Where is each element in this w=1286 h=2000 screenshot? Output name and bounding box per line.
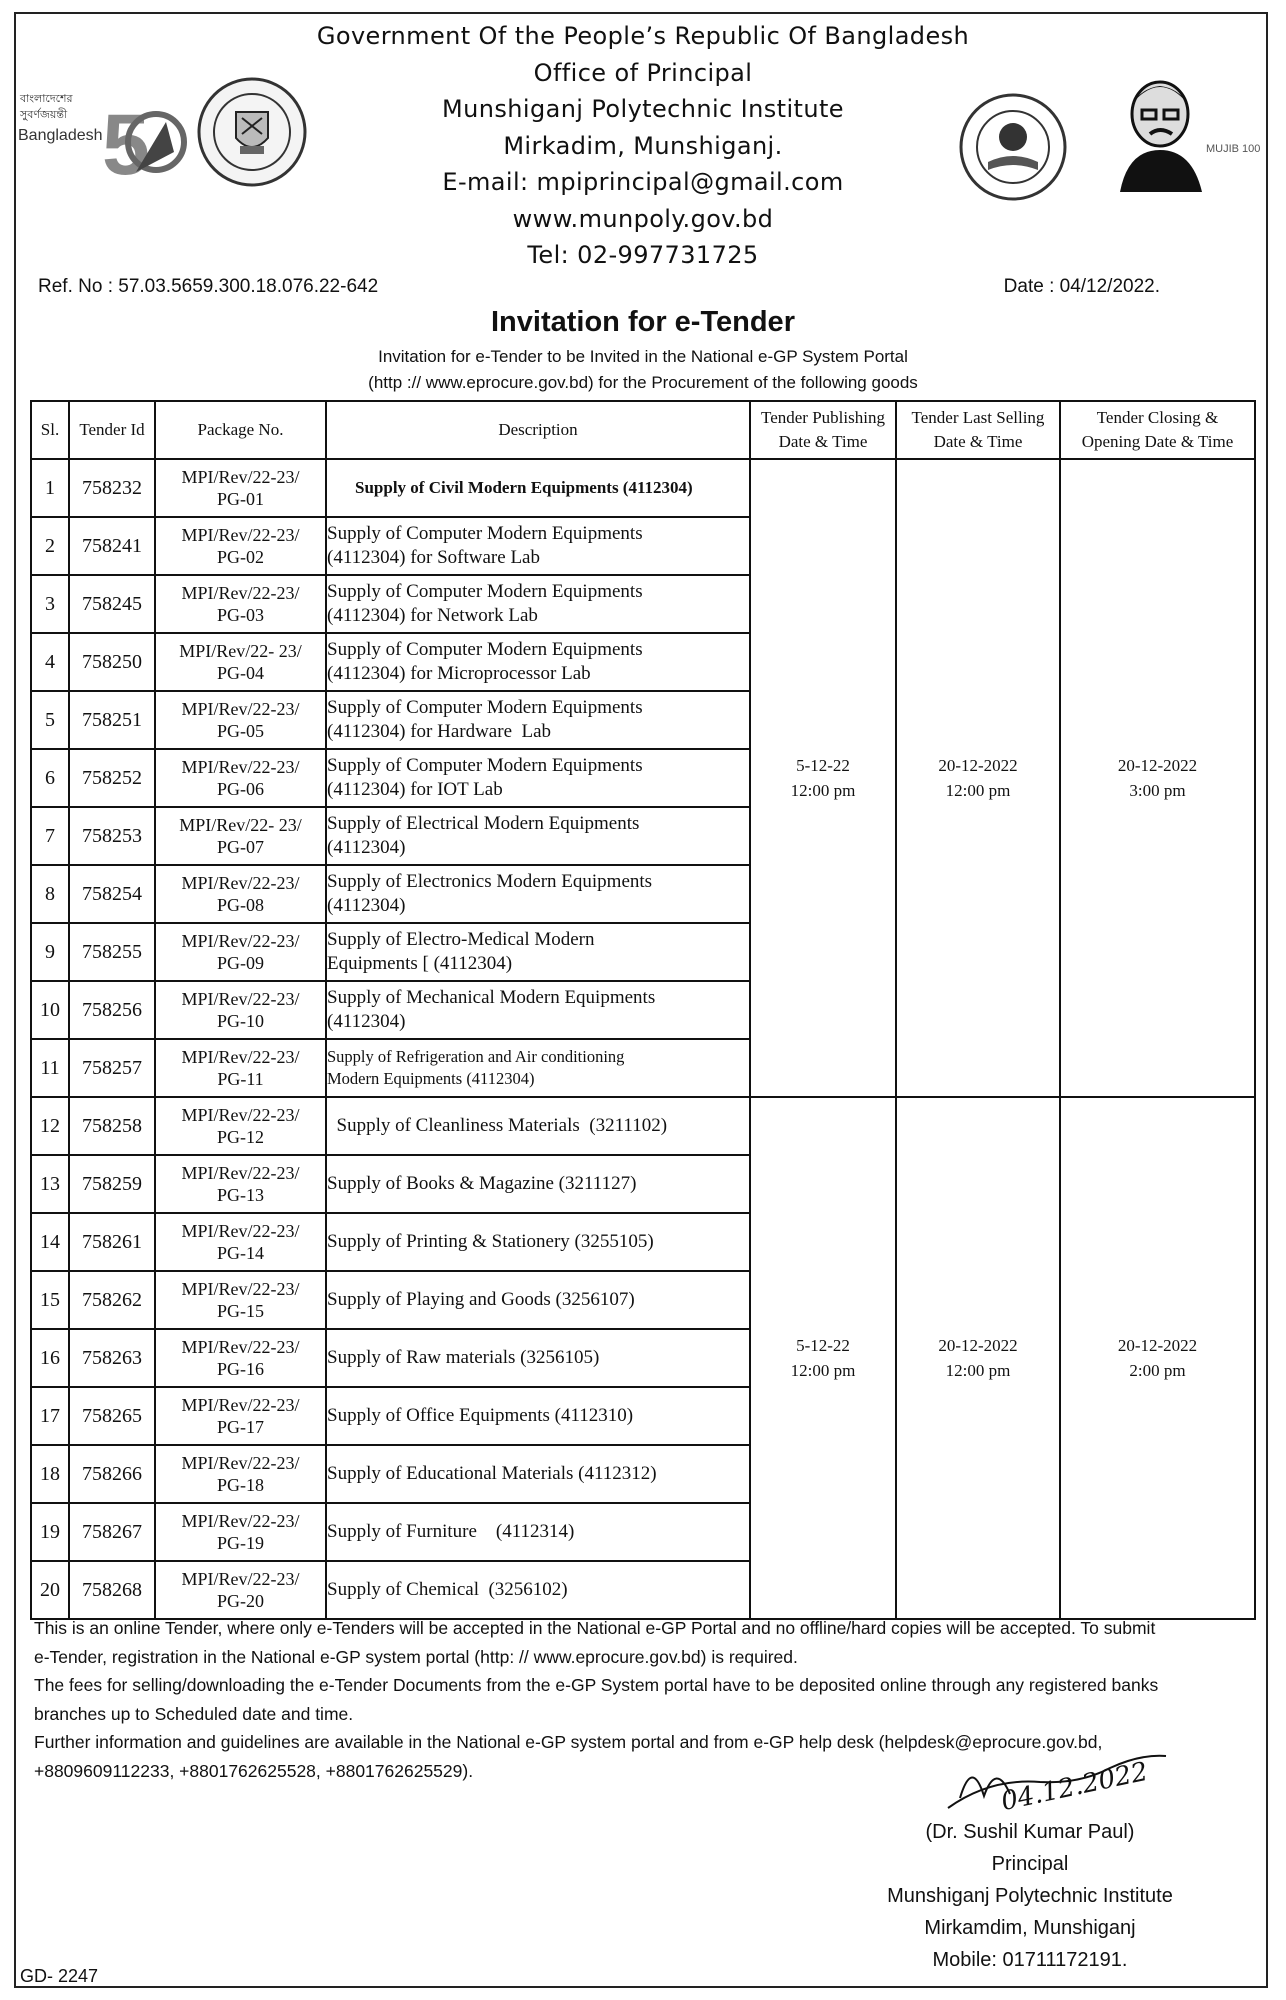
cell-closing xyxy=(1060,459,1255,1097)
cell-tender-id xyxy=(69,1445,155,1503)
package-line-1: MPI/Rev/22-23/ xyxy=(181,931,300,951)
description-line-1: Supply of Electrical Modern Equipments xyxy=(327,813,640,834)
note-line: This is an online Tender, where only e-Tenders will be accepted in the National e-GP Portal and no offline/hard copies will be accepted. To submit xyxy=(34,1618,1156,1638)
package-line-1: MPI/Rev/22- 23/ xyxy=(179,641,302,661)
description-line-1: Supply of Computer Modern Equipments xyxy=(327,639,643,660)
cell-sl xyxy=(31,1097,69,1155)
cell-sl xyxy=(31,459,69,517)
cell-description xyxy=(326,1503,750,1561)
handwritten-signature xyxy=(930,1738,1190,1828)
description-line-1: Supply of Raw materials (3256105) xyxy=(327,1347,600,1368)
logo-50-label: Bangladesh xyxy=(18,127,103,144)
table-row xyxy=(31,459,1255,517)
cell-description xyxy=(326,1329,750,1387)
cell-tender-id xyxy=(69,1271,155,1329)
description-line-2: (4112304) for Software Lab xyxy=(327,547,540,568)
subtitle-line-2: (http :// www.eprocure.gov.bd) for the Procurement of the following goods xyxy=(368,373,918,392)
time-value: 2:00 pm xyxy=(1129,1361,1186,1380)
cell-package xyxy=(155,1561,326,1619)
package-line-1: MPI/Rev/22-23/ xyxy=(181,1395,300,1415)
subtitle-line-1: Invitation for e-Tender to be Invited in the National e-GP System Portal xyxy=(378,347,908,366)
description-line-1: Supply of Educational Materials (4112312) xyxy=(327,1463,657,1484)
header-publishing-line-2: Date & Time xyxy=(778,432,868,451)
cell-package xyxy=(155,923,326,981)
cell-tender-id xyxy=(69,1039,155,1097)
cell-tender-id xyxy=(69,459,155,517)
cell-package xyxy=(155,865,326,923)
cell-description xyxy=(326,575,750,633)
tender-id-value: 758250 xyxy=(82,650,142,673)
date-value: 20-12-2022 xyxy=(938,1336,1018,1355)
cell-package xyxy=(155,749,326,807)
header-address: Mirkadim, Munshiganj. xyxy=(503,131,783,160)
package-line-1: MPI/Rev/22-23/ xyxy=(181,1221,300,1241)
cell-tender-id xyxy=(69,1503,155,1561)
svg-text:সুবর্ণজয়ন্তী: সুবর্ণজয়ন্তী xyxy=(20,108,68,121)
sl-value: 18 xyxy=(40,1462,60,1485)
package-line-1: MPI/Rev/22-23/ xyxy=(181,989,300,1009)
note-line: branches up to Scheduled date and time. xyxy=(34,1703,354,1724)
header-closing xyxy=(1060,401,1255,459)
description-line-1: Supply of Computer Modern Equipments xyxy=(327,697,643,718)
description-line-2: (4112304) xyxy=(327,1011,406,1032)
cell-tender-id xyxy=(69,865,155,923)
signatory-mobile: Mobile: 01711172191. xyxy=(932,1949,1128,1971)
package-line-1: MPI/Rev/22-23/ xyxy=(181,757,300,777)
cell-sl xyxy=(31,1445,69,1503)
header-selling-line-2: Date & Time xyxy=(933,432,1023,451)
cell-selling xyxy=(896,459,1060,1097)
header-description: Description xyxy=(326,401,750,459)
description-line-1: Supply of Playing and Goods (3256107) xyxy=(327,1289,635,1310)
sl-value: 10 xyxy=(40,998,60,1021)
description-line-1: Supply of Electro-Medical Modern xyxy=(327,929,595,950)
cell-description xyxy=(326,1097,750,1155)
cell-description xyxy=(326,1387,750,1445)
tender-id-value: 758261 xyxy=(82,1230,142,1253)
cell-sl xyxy=(31,1155,69,1213)
sl-value: 14 xyxy=(40,1230,60,1253)
tender-id-value: 758256 xyxy=(82,998,142,1021)
time-value: 3:00 pm xyxy=(1129,781,1186,800)
letterhead xyxy=(0,18,1286,274)
sl-value: 19 xyxy=(40,1520,60,1543)
tender-id-value: 758251 xyxy=(82,708,142,731)
package-line-2: PG-07 xyxy=(216,837,264,857)
cell-package xyxy=(155,691,326,749)
cell-tender-id xyxy=(69,1097,155,1155)
time-value: 12:00 pm xyxy=(945,781,1011,800)
sl-value: 17 xyxy=(40,1404,60,1427)
cell-sl xyxy=(31,1561,69,1619)
description-line-1: Supply of Computer Modern Equipments xyxy=(327,755,643,776)
time-value: 12:00 pm xyxy=(790,1361,856,1380)
cell-description xyxy=(326,459,750,517)
description-line-2: (4112304) xyxy=(327,895,406,916)
package-line-2: PG-16 xyxy=(216,1359,264,1379)
cell-sl xyxy=(31,865,69,923)
description-line-1: Supply of Mechanical Modern Equipments xyxy=(327,987,656,1008)
cell-package xyxy=(155,1213,326,1271)
tender-id-value: 758265 xyxy=(82,1404,142,1427)
header-email: E-mail: mpiprincipal@gmail.com xyxy=(442,168,844,196)
package-line-1: MPI/Rev/22-23/ xyxy=(181,583,300,603)
cell-package xyxy=(155,1329,326,1387)
svg-text:04.12.2022: 04.12.2022 xyxy=(998,1756,1151,1818)
package-line-2: PG-15 xyxy=(216,1301,264,1321)
description-line-1: Supply of Office Equipments (4112310) xyxy=(327,1405,634,1426)
cell-description xyxy=(326,1155,750,1213)
cell-tender-id xyxy=(69,575,155,633)
note-line: The fees for selling/downloading the e-Tender Documents from the e-GP System portal have to be deposited online through any registered banks xyxy=(34,1675,1159,1695)
cell-sl xyxy=(31,517,69,575)
cell-package xyxy=(155,1097,326,1155)
cell-package xyxy=(155,459,326,517)
cell-package xyxy=(155,575,326,633)
header-government: Government Of the People’s Republic Of Bangladesh xyxy=(316,22,970,50)
cell-sl xyxy=(31,1329,69,1387)
cell-sl xyxy=(31,691,69,749)
package-line-2: PG-10 xyxy=(216,1011,264,1031)
package-line-2: PG-14 xyxy=(216,1243,264,1263)
sl-value: 13 xyxy=(40,1172,60,1195)
cell-tender-id xyxy=(69,981,155,1039)
reference-number: Ref. No : 57.03.5659.300.18.076.22-642 xyxy=(38,276,379,297)
tender-id-value: 758267 xyxy=(82,1520,142,1543)
package-line-1: MPI/Rev/22-23/ xyxy=(181,1279,300,1299)
cell-package xyxy=(155,517,326,575)
cell-tender-id xyxy=(69,1213,155,1271)
svg-text:বাংলাদেশের: বাংলাদেশের xyxy=(20,92,73,105)
sl-value: 6 xyxy=(45,766,55,789)
header-institute: Munshiganj Polytechnic Institute xyxy=(442,95,844,123)
cell-publishing xyxy=(750,1097,896,1619)
cell-description xyxy=(326,691,750,749)
tender-id-value: 758259 xyxy=(82,1172,142,1195)
cell-sl xyxy=(31,1503,69,1561)
package-line-2: PG-01 xyxy=(216,489,264,509)
svg-text:5: 5 xyxy=(102,97,150,193)
date-value: 20-12-2022 xyxy=(1117,1336,1198,1355)
description-line-2: (4112304) for Network Lab xyxy=(327,605,538,626)
cell-tender-id xyxy=(69,1329,155,1387)
package-line-1: MPI/Rev/22-23/ xyxy=(181,1047,300,1067)
header-selling xyxy=(896,401,1060,459)
package-line-1: MPI/Rev/22-23/ xyxy=(181,1453,300,1473)
description-line-1: Supply of Civil Modern Equipments (4112304) xyxy=(355,478,693,497)
cell-closing xyxy=(1060,1097,1255,1619)
sl-value: 16 xyxy=(40,1346,60,1369)
package-line-1: MPI/Rev/22-23/ xyxy=(181,467,300,487)
time-value: 12:00 pm xyxy=(790,781,856,800)
cell-tender-id xyxy=(69,749,155,807)
header-publishing xyxy=(750,401,896,459)
package-line-2: PG-05 xyxy=(216,721,264,741)
package-line-1: MPI/Rev/22-23/ xyxy=(181,1511,300,1531)
header-website: www.munpoly.gov.bd xyxy=(512,204,774,233)
signatory-name: (Dr. Sushil Kumar Paul) xyxy=(925,1821,1135,1843)
package-line-2: PG-20 xyxy=(216,1591,264,1611)
cell-description xyxy=(326,1213,750,1271)
tender-id-value: 758255 xyxy=(82,940,142,963)
sl-value: 15 xyxy=(40,1288,60,1311)
sl-value: 8 xyxy=(45,882,55,905)
cell-package xyxy=(155,981,326,1039)
cell-sl xyxy=(31,633,69,691)
table-header-row xyxy=(31,401,1255,459)
tender-table xyxy=(30,400,1256,1620)
description-line-1: Supply of Electronics Modern Equipments xyxy=(327,871,653,892)
package-line-2: PG-09 xyxy=(216,953,264,973)
description-line-2: Equipments [ (4112304) xyxy=(327,953,513,974)
footer-code: GD- 2247 xyxy=(20,1966,99,1986)
package-line-1: MPI/Rev/22-23/ xyxy=(181,1337,300,1357)
package-line-2: PG-04 xyxy=(216,663,264,683)
sl-value: 9 xyxy=(45,940,55,963)
cell-package xyxy=(155,1039,326,1097)
header-package: Package No. xyxy=(155,401,326,459)
description-line-1: Supply of Printing & Stationery (3255105) xyxy=(327,1231,654,1252)
cell-description xyxy=(326,749,750,807)
cell-description xyxy=(326,633,750,691)
description-line-1: Supply of Books & Magazine (3211127) xyxy=(327,1173,637,1194)
table-row xyxy=(31,1097,1255,1155)
tender-id-value: 758263 xyxy=(82,1346,142,1369)
cell-description xyxy=(326,865,750,923)
date-value: 20-12-2022 xyxy=(1117,756,1198,775)
issue-date: Date : 04/12/2022. xyxy=(1003,276,1160,297)
tender-id-value: 758245 xyxy=(82,592,142,615)
header-closing-line-2: Opening Date & Time xyxy=(1081,432,1234,451)
cell-sl xyxy=(31,1213,69,1271)
header-closing-line-1: Tender Closing & xyxy=(1096,408,1219,427)
header-publishing-line-1: Tender Publishing xyxy=(761,408,885,427)
cell-description xyxy=(326,981,750,1039)
description-line-2: (4112304) for Hardware Lab xyxy=(327,721,552,742)
package-line-2: PG-11 xyxy=(217,1069,264,1089)
date-value: 5-12-22 xyxy=(796,756,850,775)
document-title: Invitation for e-Tender xyxy=(491,306,795,338)
package-line-1: MPI/Rev/22-23/ xyxy=(181,1163,300,1183)
header-tender-id: Tender Id xyxy=(69,401,155,459)
cell-tender-id xyxy=(69,807,155,865)
tender-id-value: 758266 xyxy=(82,1462,142,1485)
date-value: 5-12-22 xyxy=(796,1336,850,1355)
cell-package xyxy=(155,1271,326,1329)
sl-value: 5 xyxy=(45,708,55,731)
header-phone: Tel: 02-997731725 xyxy=(527,241,759,269)
package-line-2: PG-03 xyxy=(216,605,264,625)
package-line-1: MPI/Rev/22-23/ xyxy=(181,1105,300,1125)
package-line-1: MPI/Rev/22- 23/ xyxy=(179,815,302,835)
description-line-1: Supply of Computer Modern Equipments xyxy=(327,523,643,544)
description-line-1: Supply of Refrigeration and Air conditioning xyxy=(327,1047,625,1066)
package-line-1: MPI/Rev/22-23/ xyxy=(181,699,300,719)
tender-id-value: 758241 xyxy=(82,534,142,557)
package-line-2: PG-12 xyxy=(216,1127,264,1147)
cell-sl xyxy=(31,807,69,865)
tender-id-value: 758262 xyxy=(82,1288,142,1311)
tender-id-value: 758268 xyxy=(82,1578,142,1601)
tender-id-value: 758257 xyxy=(82,1056,142,1079)
tender-id-value: 758254 xyxy=(82,882,142,905)
note-line: +8809609112233, +8801762625528, +8801762625529). xyxy=(34,1760,474,1781)
signatory-institute: Munshiganj Polytechnic Institute xyxy=(887,1885,1173,1907)
cell-description xyxy=(326,1445,750,1503)
cell-selling xyxy=(896,1097,1060,1619)
description-line-1: Supply of Cleanliness Materials (3211102) xyxy=(327,1115,668,1136)
signatory-designation: Principal xyxy=(991,1853,1069,1875)
cell-description xyxy=(326,1271,750,1329)
note-line: e-Tender, registration in the National e-GP system portal (http: // www.eprocure.gov.bd) is required. xyxy=(34,1646,798,1667)
description-line-1: Supply of Computer Modern Equipments xyxy=(327,581,643,602)
sl-value: 20 xyxy=(40,1578,60,1601)
sl-value: 11 xyxy=(40,1056,60,1079)
package-line-2: PG-08 xyxy=(216,895,264,915)
cell-sl xyxy=(31,1271,69,1329)
cell-tender-id xyxy=(69,1155,155,1213)
header-office: Office of Principal xyxy=(533,58,753,87)
package-line-2: PG-06 xyxy=(216,779,264,799)
cell-package xyxy=(155,1387,326,1445)
cell-description xyxy=(326,923,750,981)
sl-value: 1 xyxy=(45,476,55,499)
cell-description xyxy=(326,1039,750,1097)
package-line-2: PG-18 xyxy=(216,1475,264,1495)
sl-value: 12 xyxy=(40,1114,60,1137)
signatory-block xyxy=(830,1816,1230,1976)
cell-description xyxy=(326,1561,750,1619)
cell-tender-id xyxy=(69,517,155,575)
mujib-100-label: MUJIB 100 xyxy=(1206,143,1261,155)
cell-tender-id xyxy=(69,923,155,981)
cell-tender-id xyxy=(69,633,155,691)
date-value: 20-12-2022 xyxy=(938,756,1018,775)
description-line-2: (4112304) for IOT Lab xyxy=(327,779,503,800)
cell-description xyxy=(326,517,750,575)
cell-package xyxy=(155,1503,326,1561)
tender-id-value: 758252 xyxy=(82,766,142,789)
description-line-2: (4112304) xyxy=(327,837,406,858)
description-line-1: Supply of Chemical (3256102) xyxy=(327,1579,568,1600)
sl-value: 2 xyxy=(45,534,55,557)
cell-package xyxy=(155,1445,326,1503)
tender-id-value: 758253 xyxy=(82,824,142,847)
sl-value: 3 xyxy=(45,592,55,615)
header-selling-line-1: Tender Last Selling xyxy=(911,408,1045,427)
cell-sl xyxy=(31,575,69,633)
tender-id-value: 758232 xyxy=(82,476,142,499)
sl-value: 4 xyxy=(45,650,55,673)
description-line-1: Supply of Furniture (4112314) xyxy=(327,1521,575,1542)
cell-package xyxy=(155,1155,326,1213)
cell-tender-id xyxy=(69,1387,155,1445)
cell-package xyxy=(155,807,326,865)
cell-sl xyxy=(31,1387,69,1445)
package-line-2: PG-17 xyxy=(216,1417,264,1437)
package-line-2: PG-19 xyxy=(216,1533,264,1553)
cell-tender-id xyxy=(69,1561,155,1619)
cell-sl xyxy=(31,923,69,981)
cell-description xyxy=(326,807,750,865)
sl-value: 7 xyxy=(45,824,55,847)
package-line-1: MPI/Rev/22-23/ xyxy=(181,525,300,545)
description-line-2: Modern Equipments (4112304) xyxy=(327,1069,535,1088)
cell-package xyxy=(155,633,326,691)
cell-sl xyxy=(31,749,69,807)
note-line: Further information and guidelines are available in the National e-GP system portal and from e-GP help desk (helpdesk@eprocure.gov.bd, xyxy=(34,1732,1103,1752)
package-line-1: MPI/Rev/22-23/ xyxy=(181,873,300,893)
description-line-2: (4112304) for Microprocessor Lab xyxy=(327,663,591,684)
time-value: 12:00 pm xyxy=(945,1361,1011,1380)
package-line-2: PG-13 xyxy=(216,1185,264,1205)
package-line-2: PG-02 xyxy=(216,547,264,567)
signatory-address: Mirkamdim, Munshiganj xyxy=(924,1917,1136,1939)
cell-sl xyxy=(31,981,69,1039)
tender-id-value: 758258 xyxy=(82,1114,142,1137)
cell-tender-id xyxy=(69,691,155,749)
package-line-1: MPI/Rev/22-23/ xyxy=(181,1569,300,1589)
header-sl: Sl. xyxy=(31,401,69,459)
cell-sl xyxy=(31,1039,69,1097)
cell-publishing xyxy=(750,459,896,1097)
